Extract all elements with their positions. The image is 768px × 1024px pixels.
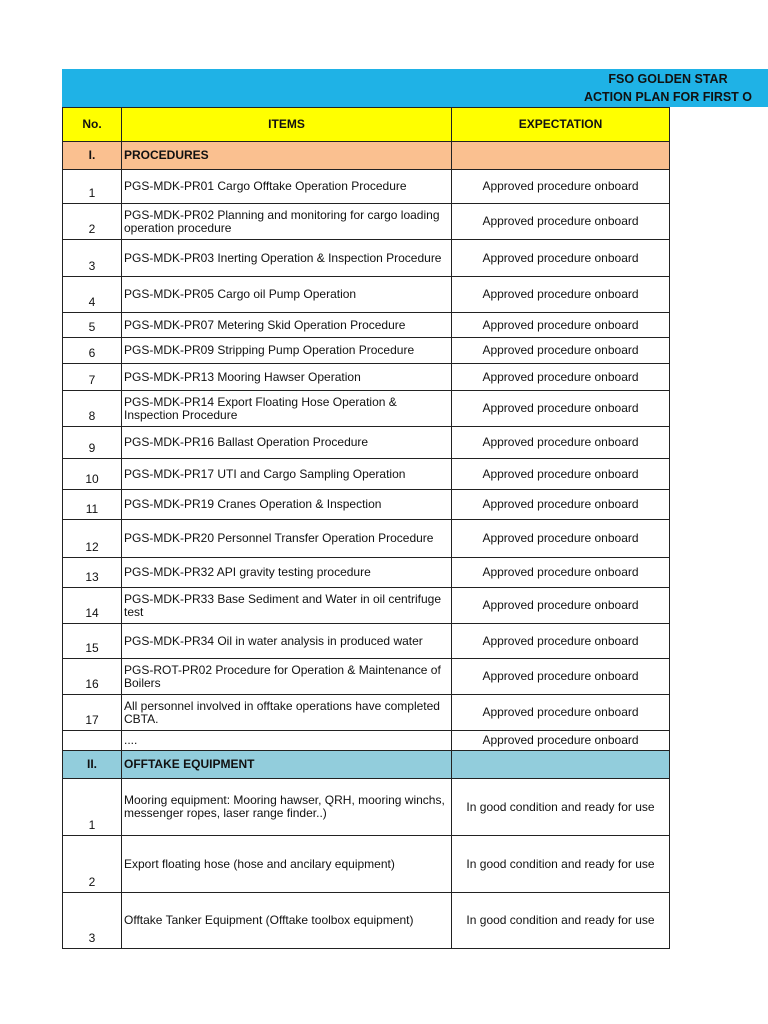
row-number[interactable]: 2 [63,836,122,893]
table-row [63,459,670,490]
table-row [63,364,670,391]
section-title[interactable]: PROCEDURES [122,142,452,170]
table-row [63,558,670,588]
row-number[interactable]: 12 [63,520,122,558]
row-number[interactable]: 10 [63,459,122,490]
row-item[interactable]: PGS-MDK-PR13 Mooring Hawser Operation [122,364,452,391]
table-row [63,240,670,277]
table-row [63,731,670,751]
row-item[interactable]: PGS-MDK-PR16 Ballast Operation Procedure [122,427,452,459]
row-number[interactable]: 3 [63,240,122,277]
row-expectation[interactable]: In good condition and ready for use [452,836,670,893]
row-item[interactable]: PGS-MDK-PR09 Stripping Pump Operation Procedure [122,338,452,364]
row-expectation[interactable]: Approved procedure onboard [452,520,670,558]
row-expectation[interactable]: Approved procedure onboard [452,364,670,391]
row-number[interactable]: 2 [63,204,122,240]
row-number[interactable]: 13 [63,558,122,588]
header-items[interactable]: ITEMS [122,108,452,142]
row-number[interactable]: 8 [63,391,122,427]
header-expectation[interactable]: EXPECTATION [452,108,670,142]
row-item[interactable]: PGS-MDK-PR17 UTI and Cargo Sampling Operation [122,459,452,490]
table-row [63,313,670,338]
table-row [63,588,670,624]
row-item[interactable]: PGS-MDK-PR02 Planning and monitoring for cargo loading operation procedure [122,204,452,240]
section-title[interactable]: OFFTAKE EQUIPMENT [122,751,452,779]
row-item[interactable]: PGS-MDK-PR20 Personnel Transfer Operation Procedure [122,520,452,558]
header-row [63,108,670,142]
row-expectation[interactable]: Approved procedure onboard [452,558,670,588]
row-expectation[interactable]: Approved procedure onboard [452,659,670,695]
row-expectation[interactable]: Approved procedure onboard [452,338,670,364]
table-row [63,779,670,836]
row-expectation[interactable]: Approved procedure onboard [452,731,670,751]
row-number[interactable]: 6 [63,338,122,364]
section-expectation-cell[interactable] [452,142,670,170]
row-item[interactable]: .... [122,731,452,751]
row-number[interactable]: 14 [63,588,122,624]
row-number[interactable]: 4 [63,277,122,313]
table-row [63,170,670,204]
row-item[interactable]: Mooring equipment: Mooring hawser, QRH, mooring winchs, messenger ropes, laser range finder..) [122,779,452,836]
row-number[interactable]: 1 [63,779,122,836]
row-expectation[interactable]: Approved procedure onboard [452,459,670,490]
row-item[interactable]: PGS-MDK-PR32 API gravity testing procedure [122,558,452,588]
table-row [63,520,670,558]
table-row [63,277,670,313]
row-item[interactable]: PGS-MDK-PR07 Metering Skid Operation Procedure [122,313,452,338]
section-row-offtake-equipment [63,751,670,779]
section-expectation-cell[interactable] [452,751,670,779]
row-item[interactable]: PGS-MDK-PR34 Oil in water analysis in produced water [122,624,452,659]
sheet-title-banner [62,69,768,107]
row-expectation[interactable]: Approved procedure onboard [452,695,670,731]
row-number[interactable]: 1 [63,170,122,204]
sheet-title: FSO GOLDEN STAR [608,72,728,86]
row-item[interactable]: PGS-MDK-PR03 Inerting Operation & Inspection Procedure [122,240,452,277]
table-row [63,893,670,949]
row-number[interactable]: 15 [63,624,122,659]
row-item[interactable]: PGS-MDK-PR14 Export Floating Hose Operation & Inspection Procedure [122,391,452,427]
header-no[interactable]: No. [63,108,122,142]
row-expectation[interactable]: Approved procedure onboard [452,313,670,338]
row-number[interactable]: 16 [63,659,122,695]
row-number[interactable]: 3 [63,893,122,949]
row-number[interactable]: 11 [63,490,122,520]
row-item[interactable]: Export floating hose (hose and ancilary equipment) [122,836,452,893]
row-item[interactable]: PGS-MDK-PR01 Cargo Offtake Operation Procedure [122,170,452,204]
row-item[interactable]: PGS-ROT-PR02 Procedure for Operation & Maintenance of Boilers [122,659,452,695]
table-row [63,391,670,427]
row-number[interactable]: 7 [63,364,122,391]
row-expectation[interactable]: Approved procedure onboard [452,624,670,659]
row-expectation[interactable]: Approved procedure onboard [452,391,670,427]
row-item[interactable]: PGS-MDK-PR33 Base Sediment and Water in oil centrifuge test [122,588,452,624]
section-number[interactable]: I. [63,142,122,170]
sheet-subtitle: ACTION PLAN FOR FIRST O [583,90,753,104]
action-plan-table [62,107,670,949]
row-expectation[interactable]: Approved procedure onboard [452,240,670,277]
table-row [63,695,670,731]
row-expectation[interactable]: Approved procedure onboard [452,588,670,624]
row-expectation[interactable]: Approved procedure onboard [452,427,670,459]
row-number[interactable]: 5 [63,313,122,338]
row-item[interactable]: PGS-MDK-PR19 Cranes Operation & Inspection [122,490,452,520]
row-expectation[interactable]: Approved procedure onboard [452,204,670,240]
row-expectation[interactable]: In good condition and ready for use [452,779,670,836]
row-expectation[interactable]: Approved procedure onboard [452,277,670,313]
table-row [63,836,670,893]
table-row [63,427,670,459]
table-row [63,624,670,659]
row-item[interactable]: All personnel involved in offtake operations have completed CBTA. [122,695,452,731]
row-number[interactable]: 9 [63,427,122,459]
table-row [63,490,670,520]
section-row-procedures [63,142,670,170]
row-item[interactable]: Offtake Tanker Equipment (Offtake toolbox equipment) [122,893,452,949]
row-number[interactable] [63,731,122,751]
section-number[interactable]: II. [63,751,122,779]
row-item[interactable]: PGS-MDK-PR05 Cargo oil Pump Operation [122,277,452,313]
row-number[interactable]: 17 [63,695,122,731]
row-expectation[interactable]: In good condition and ready for use [452,893,670,949]
row-expectation[interactable]: Approved procedure onboard [452,490,670,520]
table-row [63,338,670,364]
row-expectation[interactable]: Approved procedure onboard [452,170,670,204]
table-row [63,204,670,240]
table-row [63,659,670,695]
